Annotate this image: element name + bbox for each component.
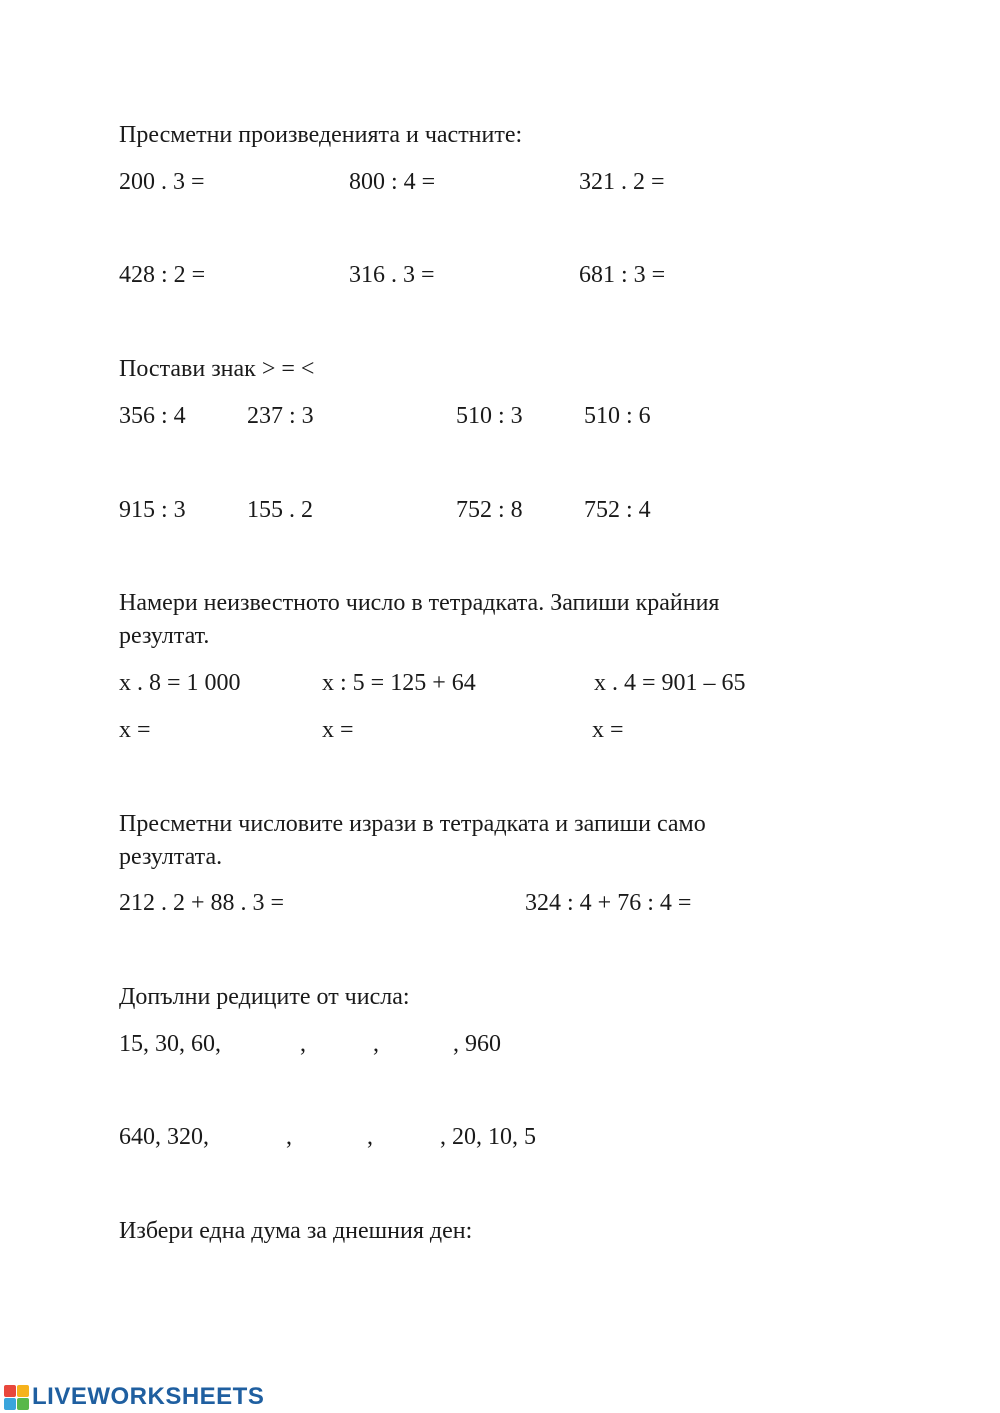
answer-3: x =: [592, 717, 624, 743]
problem-2-2: 316 . 3 =: [349, 262, 435, 288]
expression-2: 324 : 4 + 76 : 4 =: [525, 890, 692, 916]
compare-2-2: 155 . 2: [247, 497, 313, 523]
seq2-end: , 20, 10, 5: [440, 1124, 536, 1150]
section3-title-line2: резултат.: [119, 623, 210, 649]
compare-1-4: 510 : 6: [584, 403, 651, 429]
compare-2-4: 752 : 4: [584, 497, 651, 523]
equation-3: x . 4 = 901 – 65: [594, 670, 746, 696]
section5-title: Допълни редиците от числа:: [119, 984, 410, 1010]
section2-title: Постави знак > = <: [119, 356, 315, 382]
problem-2-1: 428 : 2 =: [119, 262, 206, 288]
seq2-comma-1: ,: [286, 1124, 292, 1150]
seq1-start: 15, 30, 60,: [119, 1031, 221, 1057]
answer-2: x =: [322, 717, 354, 743]
answer-1: x =: [119, 717, 151, 743]
compare-2-1: 915 : 3: [119, 497, 186, 523]
seq1-comma-1: ,: [300, 1031, 306, 1057]
logo-text: LIVEWORKSHEETS: [32, 1383, 265, 1410]
compare-1-1: 356 : 4: [119, 403, 186, 429]
compare-1-2: 237 : 3: [247, 403, 314, 429]
liveworksheets-logo: [4, 1382, 264, 1412]
expression-1: 212 . 2 + 88 . 3 =: [119, 890, 285, 916]
problem-2-3: 681 : 3 =: [579, 262, 666, 288]
compare-2-3: 752 : 8: [456, 497, 523, 523]
logo-block: [17, 1398, 29, 1410]
compare-1-3: 510 : 3: [456, 403, 523, 429]
problem-1-2: 800 : 4 =: [349, 169, 436, 195]
section1-title: Пресметни произведенията и частните:: [119, 122, 523, 148]
section6-title: Избери една дума за днешния ден:: [119, 1218, 473, 1244]
logo-blocks-icon: [4, 1385, 29, 1410]
seq2-comma-2: ,: [367, 1124, 373, 1150]
seq2-start: 640, 320,: [119, 1124, 209, 1150]
equation-1: x . 8 = 1 000: [119, 670, 241, 696]
section3-title-line1: Намери неизвестното число в тетрадката. Запиши крайния: [119, 590, 720, 616]
equation-2: x : 5 = 125 + 64: [322, 670, 476, 696]
seq1-end: , 960: [453, 1031, 501, 1057]
problem-1-3: 321 . 2 =: [579, 169, 665, 195]
logo-block: [4, 1385, 16, 1397]
section4-title-line2: резултата.: [119, 844, 223, 870]
section4-title-line1: Пресметни числовите изрази в тетрадката и запиши само: [119, 811, 706, 837]
logo-block: [4, 1398, 16, 1410]
logo-block: [17, 1385, 29, 1397]
problem-1-1: 200 . 3 =: [119, 169, 205, 195]
seq1-comma-2: ,: [373, 1031, 379, 1057]
